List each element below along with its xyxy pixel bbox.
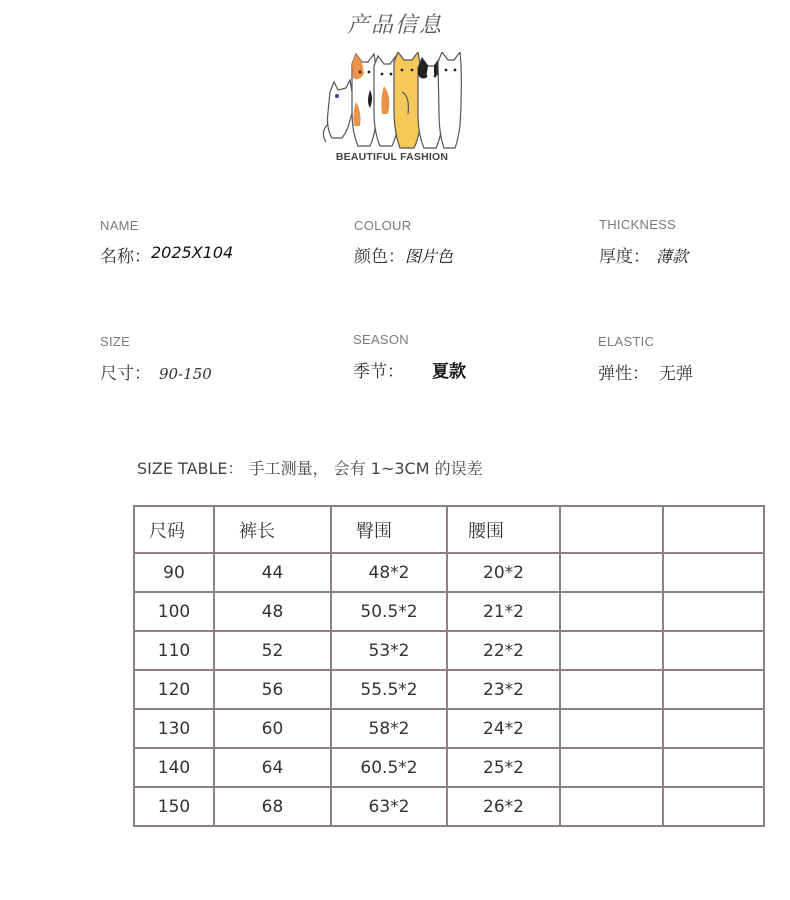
table-cell: 68: [214, 787, 331, 826]
table-cell: [560, 709, 663, 748]
table-cell: 21*2: [447, 592, 560, 631]
table-row: [134, 709, 764, 748]
info-label: ELASTIC: [598, 334, 655, 349]
info-key: 名称：: [100, 247, 151, 267]
info-label: SIZE: [100, 334, 131, 349]
table-cell: [560, 592, 663, 631]
table-header-row: [134, 506, 764, 553]
table-row: [134, 748, 764, 787]
table-cell: [663, 748, 764, 787]
info-colour: [354, 218, 453, 267]
table-cell: [663, 631, 764, 670]
table-cell: 23*2: [447, 670, 560, 709]
table-cell: [560, 553, 663, 592]
table-cell: 120: [134, 670, 214, 709]
table-cell: 64: [214, 748, 331, 787]
table-cell: 100: [134, 592, 214, 631]
table-row: [134, 553, 764, 592]
info-label: SEASON: [353, 332, 409, 347]
table-cell: 150: [134, 787, 214, 826]
info-key: 厚度：: [599, 247, 650, 267]
table-cell: 44: [214, 553, 331, 592]
table-cell: 60: [214, 709, 331, 748]
size-table: [133, 505, 765, 827]
info-size: [100, 334, 212, 384]
table-cell: 20*2: [447, 553, 560, 592]
table-cell: 22*2: [447, 631, 560, 670]
table-cell: 110: [134, 631, 214, 670]
table-cell: 63*2: [331, 787, 447, 826]
table-cell: 26*2: [447, 787, 560, 826]
table-header-cell: [560, 506, 663, 553]
info-key: 季节：: [353, 362, 404, 382]
info-value: 2025X104: [151, 243, 234, 262]
table-cell: 25*2: [447, 748, 560, 787]
table-cell: [663, 553, 764, 592]
table-cell: [560, 787, 663, 826]
info-name: [100, 218, 233, 267]
table-cell: 50.5*2: [331, 592, 447, 631]
info-value: 无弹: [659, 364, 693, 384]
info-value: 90-150: [159, 365, 212, 383]
info-value: 图片色: [405, 247, 454, 266]
table-header-cell: 腰围: [447, 506, 560, 553]
table-header-cell: 尺码: [134, 506, 214, 553]
table-cell: [663, 670, 764, 709]
info-season: [353, 332, 466, 382]
table-cell: [560, 631, 663, 670]
table-header-cell: 裤长: [214, 506, 331, 553]
info-value: 夏款: [432, 362, 466, 382]
page-title: 产品信息: [346, 13, 443, 38]
table-cell: 130: [134, 709, 214, 748]
table-cell: 60.5*2: [331, 748, 447, 787]
table-cell: 58*2: [331, 709, 447, 748]
table-cell: [663, 787, 764, 826]
table-header-cell: 臀围: [331, 506, 447, 553]
cats-illustration: [322, 52, 462, 152]
table-cell: [560, 670, 663, 709]
table-row: [134, 787, 764, 826]
size-table-caption: SIZE TABLE： 手工测量， 会有 1~3CM 的误差: [137, 459, 483, 478]
table-cell: 90: [134, 553, 214, 592]
table-cell: 52: [214, 631, 331, 670]
table-cell: [663, 592, 764, 631]
info-label: NAME: [100, 218, 139, 233]
table-row: [134, 631, 764, 670]
info-key: 尺寸：: [100, 364, 151, 384]
info-thickness: [599, 217, 688, 267]
table-cell: 56: [214, 670, 331, 709]
brand-logo: [322, 52, 462, 172]
info-label: THICKNESS: [599, 217, 677, 232]
table-cell: 53*2: [331, 631, 447, 670]
info-label: COLOUR: [354, 218, 412, 233]
logo-text: BEAUTIFUL FASHION: [335, 151, 449, 163]
info-value: 薄款: [656, 247, 689, 266]
table-cell: 55.5*2: [331, 670, 447, 709]
table-cell: 140: [134, 748, 214, 787]
table-row: [134, 670, 764, 709]
table-header-cell: [663, 506, 764, 553]
table-cell: 48*2: [331, 553, 447, 592]
table-cell: [560, 748, 663, 787]
table-row: [134, 592, 764, 631]
info-elastic: [598, 334, 693, 384]
table-cell: [663, 709, 764, 748]
info-key: 颜色：: [354, 247, 405, 267]
info-key: 弹性：: [598, 364, 649, 384]
table-cell: 48: [214, 592, 331, 631]
table-cell: 24*2: [447, 709, 560, 748]
